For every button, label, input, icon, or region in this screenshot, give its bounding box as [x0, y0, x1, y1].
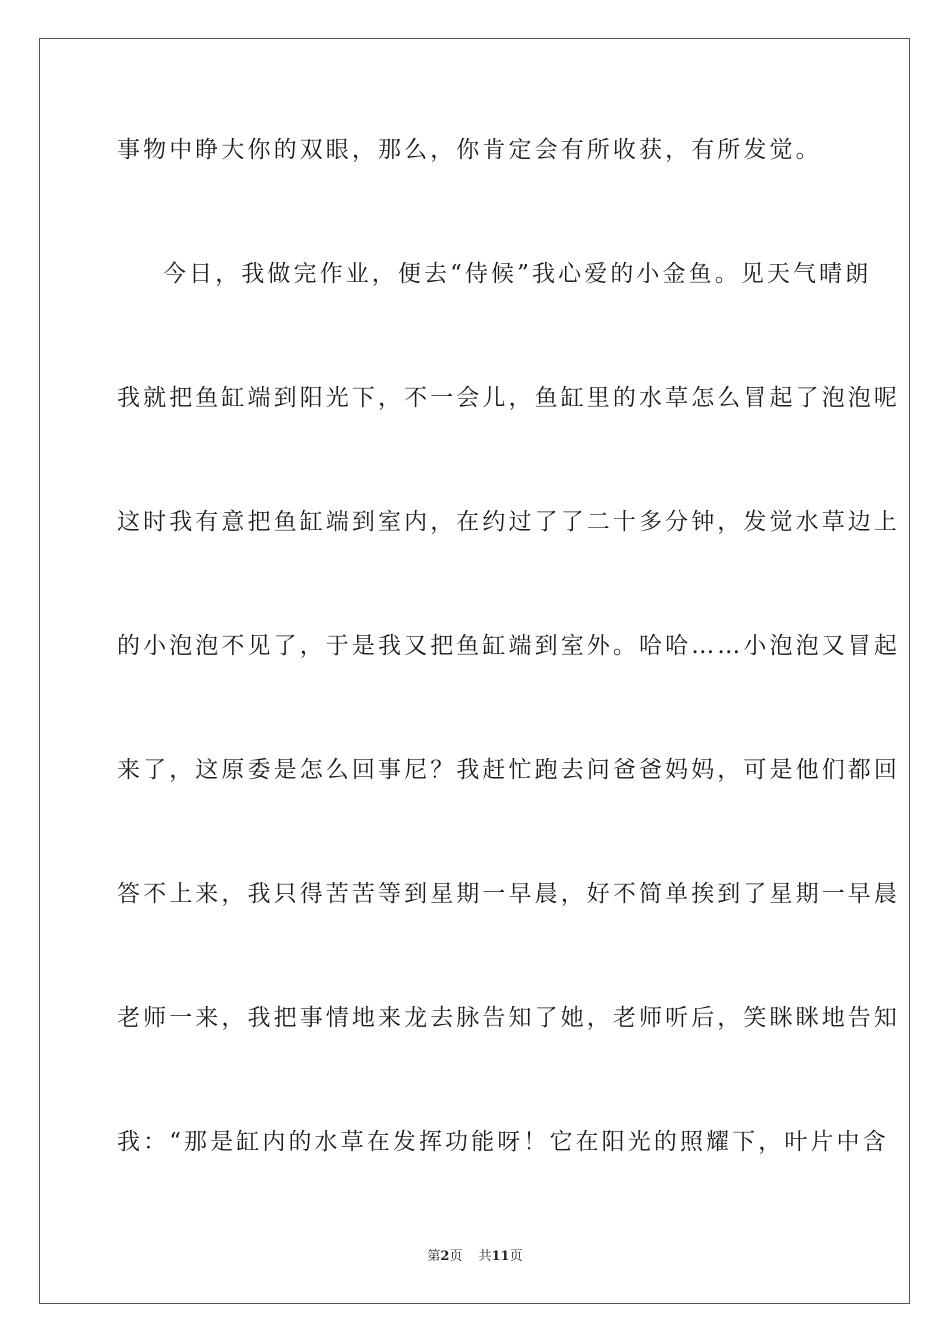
paragraph-line-4: 这时我有意把鱼缸端到室内，在约过了了二十多分钟，发觉水草边上	[117, 509, 900, 535]
paragraph-line-8: 老师一来，我把事情地来龙去脉告知了她，老师听后，笑眯眯地告知	[117, 1005, 900, 1031]
total-pages: 11	[491, 1249, 510, 1264]
paragraph-line-5: 的小泡泡不见了，于是我又把鱼缸端到室外。哈哈……小泡泡又冒起	[117, 633, 900, 659]
total-suffix: 页	[509, 1249, 523, 1264]
paragraph-line-1: 事物中睁大你的双眼，那么，你肯定会有所收获，有所发觉。	[117, 137, 822, 163]
page-number: 2	[440, 1249, 450, 1264]
paragraph-line-7: 答不上来，我只得苦苦等到星期一早晨，好不简单挨到了星期一早晨	[117, 881, 900, 907]
total-prefix: 共	[478, 1249, 492, 1264]
page-footer	[0, 1248, 950, 1266]
page-suffix: 页	[449, 1249, 463, 1264]
paragraph-line-6: 来了，这原委是怎么回事尼？我赶忙跑去问爸爸妈妈，可是他们都回	[117, 757, 900, 783]
paragraph-line-3: 我就把鱼缸端到阳光下，不一会儿，鱼缸里的水草怎么冒起了泡泡呢	[117, 385, 900, 411]
page-border	[39, 38, 910, 1304]
paragraph-line-2: 今日，我做完作业，便去“侍候”我心爱的小金鱼。见天气晴朗	[163, 261, 872, 287]
page-prefix: 第	[427, 1249, 441, 1264]
paragraph-line-9: 我：“那是缸内的水草在发挥功能呀！它在阳光的照耀下，叶片中含	[117, 1129, 889, 1155]
